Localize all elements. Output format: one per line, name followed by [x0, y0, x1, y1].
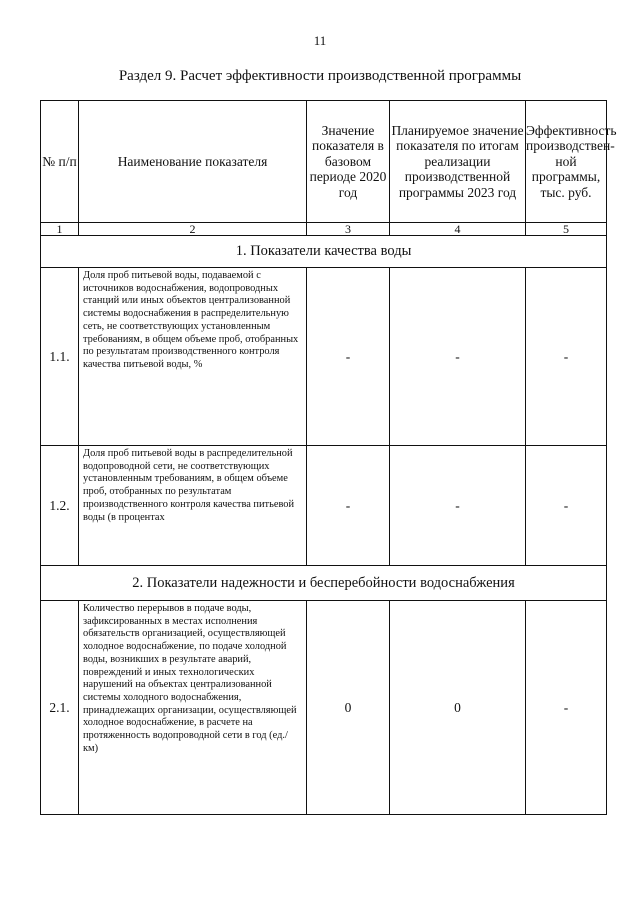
indicator-name: Количество перерывов в подаче воды, зафиксированных в местах исполнения обязательств организацией, осуществляющей холодное водоснабжение, по подаче холодной воды, возникших в результате аварий, повреждений и иных технологических нарушений на объектах централизованной системы холодного водоснабжения, принадлежащих организации, осуществляющей холодное водоснабжение, в расчете на протяженность водопроводной сети в год (ед./км) [79, 601, 307, 815]
column-number: 5 [526, 223, 607, 236]
header-col-base-value: Значение показателя в базовом периоде 2020 год [307, 101, 390, 223]
page-number: 11 [313, 33, 327, 48]
row-index: 1.2. [41, 446, 79, 566]
header-col-number: № п/п [41, 101, 79, 223]
table-row [41, 601, 607, 815]
planned-value: - [390, 268, 526, 446]
table-row [41, 446, 607, 566]
section-heading-row [41, 566, 607, 601]
row-index: 2.1. [41, 601, 79, 815]
column-number-row [41, 223, 607, 236]
section-heading-water-quality: 1. Показатели качества воды [41, 236, 607, 268]
column-number: 4 [390, 223, 526, 236]
row-index: 1.1. [41, 268, 79, 446]
planned-value: 0 [390, 601, 526, 815]
efficiency-table [40, 100, 617, 815]
efficiency-value: - [526, 601, 607, 815]
column-number: 1 [41, 223, 79, 236]
table-header-row [41, 101, 607, 223]
section-heading-row [41, 236, 607, 268]
efficiency-value: - [526, 268, 607, 446]
indicator-name: Доля проб питьевой воды, подаваемой с источников водоснабжения, водопроводных станций или иных объектов централизованной системы водоснабжения в распределительную сеть, не соответствующих установленным требованиям, в общем объеме проб, отобранных по результатам производственного контроля качества питьевой воды, % [79, 268, 307, 446]
column-number: 2 [79, 223, 307, 236]
efficiency-value: - [526, 446, 607, 566]
section-title: Раздел 9. Расчет эффективности производственной программы [118, 68, 522, 84]
column-number: 3 [307, 223, 390, 236]
base-value: 0 [307, 601, 390, 815]
section-heading-reliability: 2. Показатели надежности и бесперебойности водоснабжения [41, 566, 607, 601]
base-value: - [307, 446, 390, 566]
header-col-efficiency: Эффективность производствен-ной программы, тыс. руб. [526, 101, 607, 223]
table-row [41, 268, 607, 446]
planned-value: - [390, 446, 526, 566]
header-col-planned-value: Планируемое значение показателя по итогам реализации производственной программы 2023 год [390, 101, 526, 223]
header-col-name: Наименование показателя [79, 101, 307, 223]
indicator-name: Доля проб питьевой воды в распределительной водопроводной сети, не соответствующих установленным требованиям, в общем объеме проб, отобранных по результатам производственного контроля качества питьевой воды (в процентах [79, 446, 307, 566]
base-value: - [307, 268, 390, 446]
